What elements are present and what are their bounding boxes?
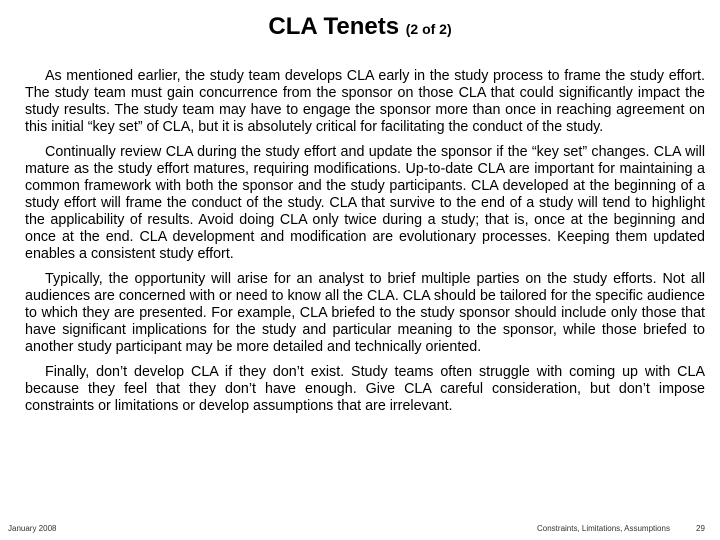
- footer-topic: Constraints, Limitations, Assumptions: [537, 524, 670, 533]
- slide-title: [0, 9, 720, 47]
- page-number: 29: [696, 524, 705, 533]
- paragraph: Finally, don’t develop CLA if they don’t exist. Study teams often struggle with coming up with CLA because they feel that they don’t have enough. Give CLA careful consideration, but don’t impose constraints or limitations or develop assumptions that are irrelevant.: [25, 364, 705, 414]
- slide-title-suffix: (2 of 2): [405, 21, 452, 37]
- paragraph: Continually review CLA during the study effort and update the sponsor if the “key set” changes. CLA will mature as the study effort matures, requiring modifications. Up-to-date CLA are important for maintaining a common framework with both the sponsor and the study participants. CLA developed at the beginning of a study effort will frame the conduct of the study. CLA that survive to the end of a study will tend to highlight the applicability of results. Avoid doing CLA only twice during a study; that is, once at the beginning and once at the end. CLA development and modification are evolutionary processes. Keeping them updated enables a consistent study effort.: [25, 144, 705, 262]
- footer-date: January 2008: [8, 524, 57, 533]
- slide-title-text: CLA Tenets: [268, 13, 400, 40]
- paragraph: Typically, the opportunity will arise for an analyst to brief multiple parties on the study efforts. Not all audiences are concerned with or need to know all the CLA. CLA should be tailored for the specific audience to which they are presented. For example, CLA briefed to the study sponsor should include only those that have significant implications for the study and particular meaning to the sponsor, while those briefed to another study participant may be more detailed and technically oriented.: [25, 271, 705, 355]
- paragraph: As mentioned earlier, the study team develops CLA early in the study process to frame the study effort. The study team must gain concurrence from the sponsor on those CLA that could significantly impact the study results. The study team may have to engage the sponsor more than once in reaching agreement on this initial “key set” of CLA, but it is absolutely critical for facilitating the conduct of the study.: [25, 68, 705, 135]
- slide-body: [25, 68, 705, 423]
